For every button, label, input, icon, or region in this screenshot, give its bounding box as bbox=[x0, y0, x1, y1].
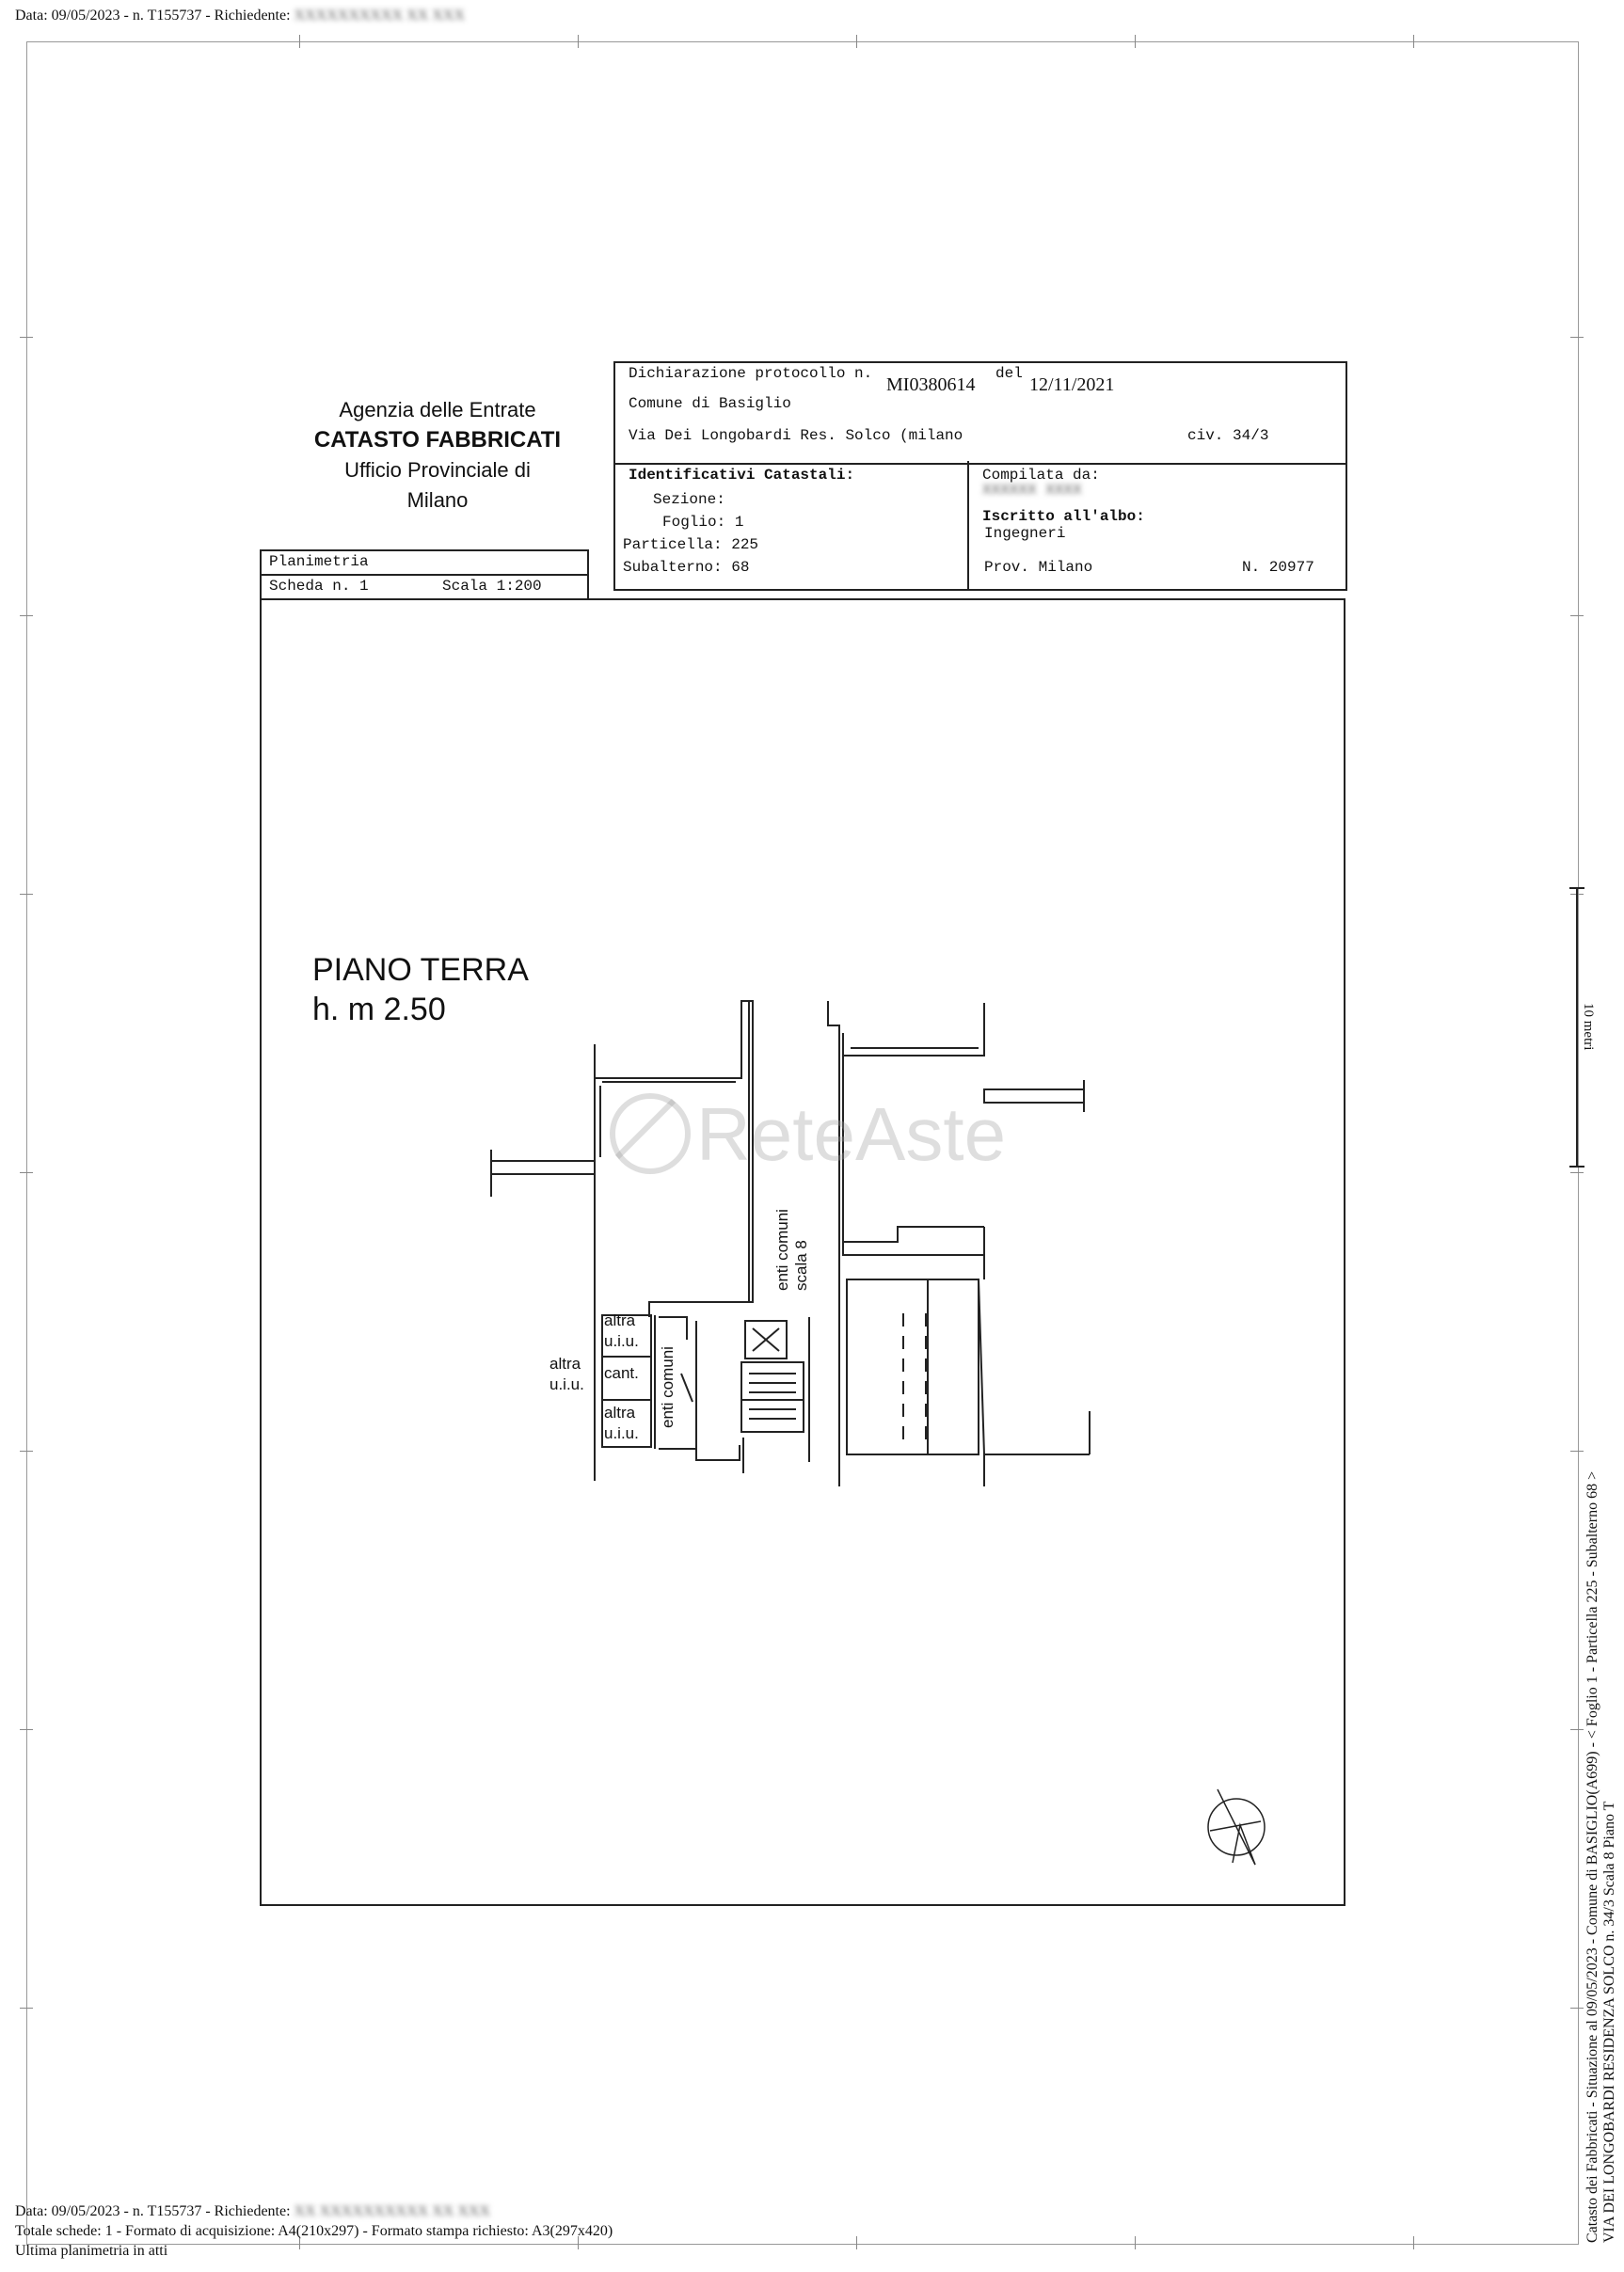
albo-number: N. 20977 bbox=[1242, 559, 1314, 576]
wall-left-upper bbox=[595, 1001, 753, 1078]
top-info-requester: XXXXXXXXXX XX XXX bbox=[294, 8, 465, 24]
enti-comuni-small-label: enti comuni bbox=[659, 1346, 677, 1428]
protocol-number: MI0380614 bbox=[886, 374, 976, 395]
right-storage-block bbox=[847, 1279, 979, 1454]
civ-line: civ. 34/3 bbox=[1187, 427, 1269, 444]
particella-line: Particella: 225 bbox=[623, 536, 759, 553]
scale-bar-label: 10 metri bbox=[1581, 1003, 1596, 1051]
planimetria-title: Planimetria bbox=[269, 553, 369, 570]
identificativi-title: Identificativi Catastali: bbox=[629, 467, 855, 484]
top-info-prefix: Data: 09/05/2023 - n. T155737 - Richiedente: bbox=[15, 8, 291, 24]
floor-name: PIANO TERRA bbox=[312, 952, 529, 988]
agency-name: Agenzia delle Entrate bbox=[339, 398, 536, 421]
iscritto-label: Iscritto all'albo: bbox=[982, 508, 1145, 525]
uiu-label-2: u.i.u. bbox=[604, 1424, 639, 1442]
office-city: Milano bbox=[406, 488, 469, 512]
protocol-label: Dichiarazione protocollo n. bbox=[629, 365, 873, 382]
scala-8-label: scala 8 bbox=[792, 1240, 810, 1291]
albo-value: Ingegneri bbox=[984, 525, 1066, 542]
compilata-name: XXXXXX XXXX bbox=[982, 482, 1082, 499]
footer-block bbox=[15, 2201, 613, 2261]
sezione-line: Sezione: bbox=[653, 491, 725, 508]
footer-line-1-prefix: Data: 09/05/2023 - n. T155737 - Richiedente: bbox=[15, 2203, 291, 2219]
uiu-left-label: u.i.u. bbox=[549, 1375, 584, 1393]
footer-line-1-requester: XX XXXXXXXXXX XX XXX bbox=[294, 2203, 490, 2219]
watermark-text: ReteAste bbox=[696, 1092, 1007, 1176]
prov-value: Prov. Milano bbox=[984, 559, 1093, 576]
side-info-line-1: Catasto dei Fabbricati - Situazione al 09/05/2023 - Comune di BASIGLIO(A699) - < Foglio 1 - Particella 225 - Subalterno 68 > bbox=[1584, 1470, 1600, 2243]
foglio-line: Foglio: 1 bbox=[662, 514, 744, 531]
comune-line: Comune di Basiglio bbox=[629, 395, 791, 412]
altra-label-1: altra bbox=[604, 1311, 636, 1329]
cell-door-1 bbox=[659, 1317, 687, 1340]
office-label: Ufficio Provinciale di bbox=[344, 458, 531, 482]
compilata-label: Compilata da: bbox=[982, 467, 1100, 484]
north-arrow-icon bbox=[1208, 1789, 1265, 1865]
cell-door-2 bbox=[681, 1374, 693, 1402]
del-label: del bbox=[995, 365, 1023, 382]
corridor-right-wall bbox=[828, 1001, 839, 1481]
declaration-date: 12/11/2021 bbox=[1029, 374, 1115, 395]
bottom-left-wall bbox=[659, 1445, 740, 1460]
floor-height: h. m 2.50 bbox=[312, 992, 446, 1027]
altra-left-label: altra bbox=[549, 1355, 581, 1373]
enti-comuni-scala-label: enti comuni bbox=[773, 1209, 791, 1291]
cant-label: cant. bbox=[604, 1364, 639, 1382]
side-info-line-2: VIA DEI LONGOBARDI RESIDENZA SOLCO n. 34/3 Scala 8 Piano T bbox=[1601, 1801, 1617, 2243]
wall-right-step bbox=[843, 1227, 984, 1242]
altra-label-2: altra bbox=[604, 1404, 636, 1422]
watermark-logo-icon bbox=[598, 1082, 702, 1185]
via-line: Via Dei Longobardi Res. Solco (milano bbox=[629, 427, 963, 444]
catasto-title: CATASTO FABBRICATI bbox=[313, 427, 562, 453]
subalterno-line: Subalterno: 68 bbox=[623, 559, 750, 576]
footer-line-1 bbox=[15, 2201, 613, 2221]
uiu-label-1: u.i.u. bbox=[604, 1332, 639, 1350]
footer-line-2: Totale schede: 1 - Formato di acquisizione: A4(210x297) - Formato stampa richiesto: A3(297x420) bbox=[15, 2223, 613, 2239]
scala-label: Scala 1:200 bbox=[442, 578, 542, 595]
balcony-left bbox=[491, 1161, 595, 1174]
footer-line-3: Ultima planimetria in atti bbox=[15, 2243, 168, 2259]
scheda-label: Scheda n. 1 bbox=[269, 578, 369, 595]
